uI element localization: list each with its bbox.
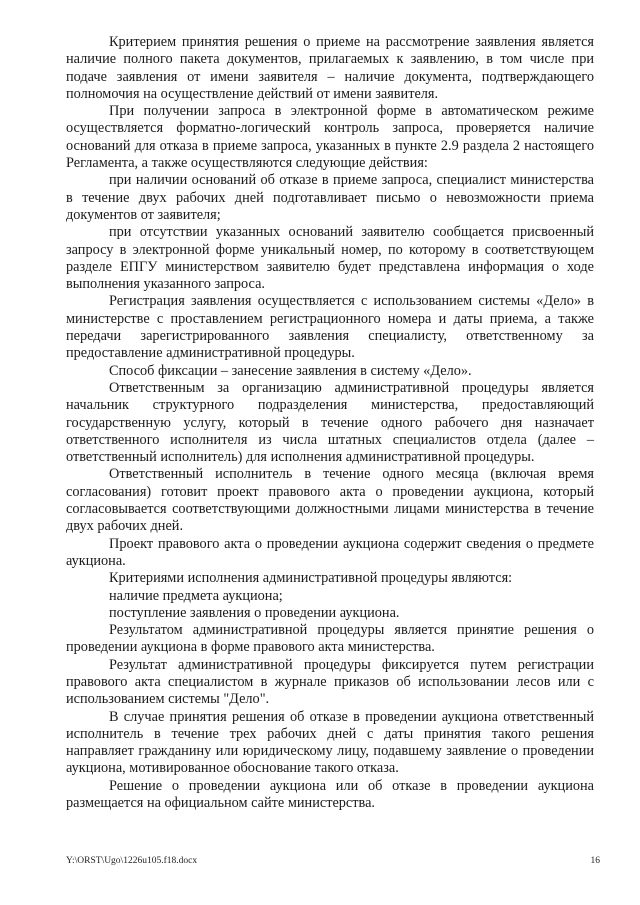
paragraph-execution-criteria: Критериями исполнения административной процедуры являются: [109, 570, 513, 587]
paragraph-publication: Решение о проведении аукциона или об отказе в проведении аукциона размещается на официальном сайте министерства. [66, 777, 594, 812]
paragraph-acceptance-criterion: Критерием принятия решения о приеме на рассмотрение заявления является наличие полного пакета документов, прилагаемых к заявлению, в том числе при подаче заявления от имени заявителя – наличие документа, подтверждающего полномочия на осуществление действий от имени заявителя. [66, 34, 594, 102]
paragraph-electronic-request: При получении запроса в электронной форме в автоматическом режиме осуществляется форматно-логический контроль запроса, проверяется наличие оснований для отказа в приеме запроса, указанных в пункте 2.9 раздела 2 настоящего Регламента, а также осуществляются следующие действия: [66, 103, 594, 172]
paragraph-draft-contents: Проект правового акта о проведении аукциона содержит сведения о предмете аукциона. [66, 535, 594, 569]
paragraph-refusal-grounds: при наличии оснований об отказе в приеме запроса, специалист министерства в течение двух рабочих дней подготавливает письмо о невозможности приема документов от заявителя; [66, 172, 594, 223]
paragraph-no-grounds: при отсутствии указанных оснований заявителю сообщается присвоенный запросу в электронной форме уникальный номер, по которому в соответствующем разделе ЕПГУ министерством заявителю будет представлена информация о ходе выполнения указанного запроса. [66, 224, 594, 293]
paragraph-criterion-application: поступление заявления о проведении аукциона. [109, 604, 400, 621]
footer-page-number: 16 [590, 856, 600, 866]
page-footer [66, 856, 600, 866]
document-body [66, 34, 594, 812]
paragraph-criterion-subject: наличие предмета аукциона; [109, 587, 283, 604]
paragraph-draft-act: Ответственный исполнитель в течение одного месяца (включая время согласования) готовит проект правового акта о проведении аукциона, который согласовывается соответствующими должностными лицами министерства в течение двух рабочих дней. [66, 466, 594, 535]
footer-file-path: Y:\ORST\Ugo\1226u105.f18.docx [66, 856, 198, 866]
paragraph-registration: Регистрация заявления осуществляется с использованием системы «Дело» в министерстве с проставлением регистрационного номера и даты приема, а также передачи зарегистрированного заявления специалисту, ответственному за предоставление административной процедуры. [66, 293, 594, 362]
paragraph-result: Результатом административной процедуры является принятие решения о проведении аукциона в форме правового акта министерства. [66, 622, 594, 656]
paragraph-fixation-method: Способ фиксации – занесение заявления в систему «Дело». [109, 362, 472, 379]
paragraph-result-recording: Результат административной процедуры фиксируется путем регистрации правового акта специалистом в журнале приказов об использовании лесов или с использованием системы "Дело". [66, 656, 594, 708]
paragraph-refusal-case: В случае принятия решения об отказе в проведении аукциона ответственный исполнитель в течение трех рабочих дней с даты принятия такого решения направляет гражданину или юридическому лицу, подавшему заявление о проведении аукциона, мотивированное обоснование такого отказа. [66, 708, 594, 777]
paragraph-responsible-organizer: Ответственным за организацию административной процедуры является начальник структурного подразделения министерства, предоставляющий государственную услугу, который в течение одного рабочего дня назначает ответственного исполнителя из числа штатных специалистов отдела (далее – ответственный исполнитель) для исполнения административной процедуры. [66, 379, 594, 466]
